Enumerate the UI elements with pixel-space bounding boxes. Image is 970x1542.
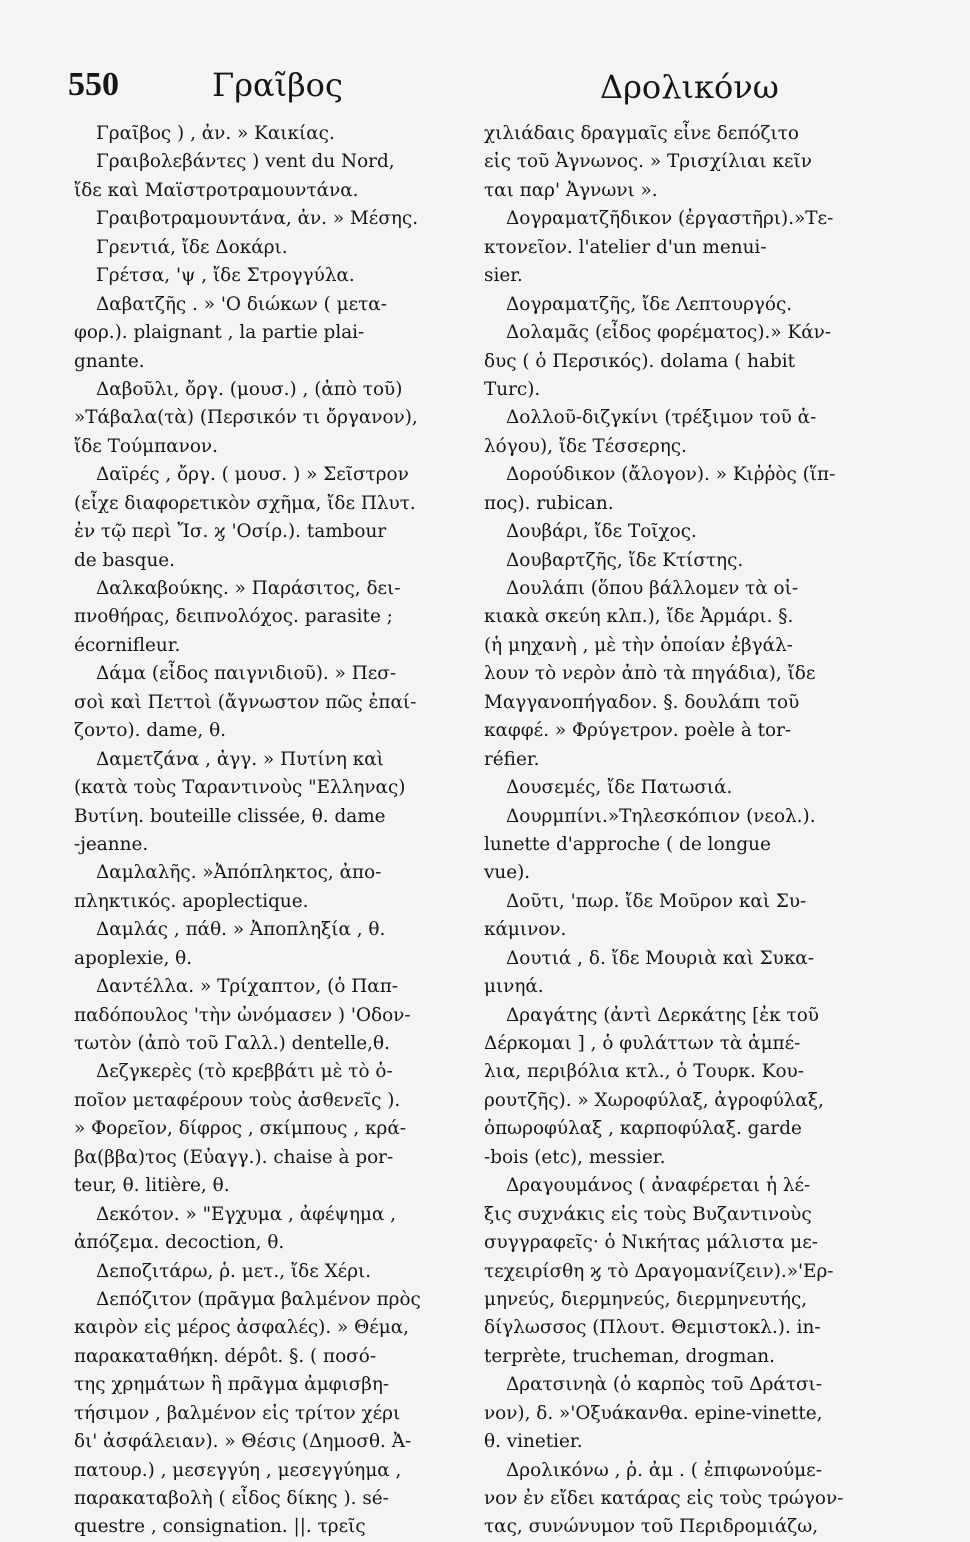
text-line: βα(ββα)τος (Εὐαγγ.). chaise à por- xyxy=(74,1146,394,1168)
text-line: παρακαταθήκη. dépôt. §. ( ποσό- xyxy=(74,1345,377,1367)
text-line: πνοθήρας, δειπνολόχος. parasite ; xyxy=(74,606,393,628)
text-line: Γραῖβος ) , ἀν. » Καικίας. xyxy=(96,123,335,144)
text-line: παδόπουλος 'τὴν ὠνόμασεν ) 'Οδον- xyxy=(74,1004,411,1026)
text-line: σοὶ καὶ Πεττοὶ (ἄγνωστον πῶς ἐπαί- xyxy=(74,691,417,713)
left-guide-word: Γραῖβος xyxy=(212,66,343,104)
text-line: ἀπόζεμα. decoction, θ. xyxy=(74,1232,285,1254)
text-line: δι' ἀσφάλειαν). » Θέσις (Δημοσθ. Ἀ- xyxy=(74,1431,412,1453)
text-line: κάμινον. xyxy=(484,919,567,941)
text-line: ὀπωροφύλαξ , καρποφύλαξ. garde xyxy=(484,1118,802,1140)
text-line: »Τάβαλα(τὰ) (Περσικόν τι ὄργανον), xyxy=(74,407,418,429)
text-line: Δολλοῦ-διζγκίνι (τρέξιμον τοῦ ἀ- xyxy=(506,407,817,429)
text-line: Γραιβοτραμουντάνα, ἀν. » Μέσης. xyxy=(96,208,419,230)
text-line: -bois (etc), messier. xyxy=(484,1146,666,1168)
text-line: τας, συνώνυμον τοῦ Περιδρομιάζω, xyxy=(484,1516,819,1538)
text-line: ται παρ' Ἀγνωνι ». xyxy=(484,179,658,201)
text-line: καιρὸν εἰς μέρος ἀσφαλές). » Θέμα, xyxy=(74,1317,409,1339)
text-line: Δορούδικον (ἄλογον). » Κιῤῥὸς (ἵπ- xyxy=(506,464,836,486)
text-line: συγγραφεῖς· ὁ Νικήτας μάλιστα με- xyxy=(484,1232,818,1254)
text-line: Δέρκομαι ] , ὁ φυλάττων τὰ ἀμπέ- xyxy=(484,1033,801,1054)
text-line: Γραιβολεβάντες ) vent du Nord, xyxy=(96,151,395,173)
text-line: Δαμετζάνα , ἀγγ. » Πυτίνη καὶ xyxy=(96,748,384,770)
text-line: φορ.). plaignant , la partie plai- xyxy=(74,322,365,344)
text-line: μινηά. xyxy=(484,976,544,998)
text-line: πος). rubican. xyxy=(484,492,614,514)
text-line: τωτὸν (ἀπὸ τοῦ Γαλλ.) dentelle,θ. xyxy=(74,1033,390,1054)
text-line: Βυτίνη. bouteille clissée, θ. dame xyxy=(74,805,386,827)
text-line: Δεζγκερὲς (τὸ κρεββάτι μὲ τὸ ὁ- xyxy=(96,1061,393,1083)
text-line: ἴδε Τούμπανον. xyxy=(74,435,218,457)
text-line: τεχειρίσθη ϗ τὸ Δραγομανίζειν).»'Ερ- xyxy=(484,1260,834,1282)
right-guide-word: Δρολικόνω xyxy=(600,68,779,106)
text-line: Δαβοῦλι, ὄργ. (μουσ.) , (ἀπὸ τοῦ) xyxy=(96,378,403,400)
text-line: teur, θ. litière, θ. xyxy=(74,1175,230,1197)
text-line: de basque. xyxy=(74,549,176,571)
text-line: νον ἐν εἴδει κατάρας εἰς τοὺς τρώγον- xyxy=(484,1488,844,1509)
text-line: réfier. xyxy=(484,748,540,770)
text-line: Δεκότον. » "Εγχυμα , ἀφέψημα , xyxy=(96,1203,397,1225)
text-line: Δρολικόνω , ῥ. ἀμ . ( ἐπιφωνούμε- xyxy=(506,1459,822,1481)
text-line: της χρημάτων ἢ πρᾶγμα ἀμφισβη- xyxy=(74,1374,390,1396)
text-line: Δουτιά , δ. ἴδε Μουριὰ καὶ Συκα- xyxy=(506,947,814,969)
text-line: ζοντο). dame, θ. xyxy=(74,720,227,742)
text-line: λουν τὸ νερὸν ἀπὸ τὰ πηγάδια), ἴδε xyxy=(484,663,816,685)
text-line: παρακαταβολὴ ( εἶδος δίκης ). sé- xyxy=(74,1488,389,1509)
text-line: Δουσεμές, ἴδε Πατωσιά. xyxy=(506,777,733,799)
text-line: ἴδε καὶ Μαϊστροτραμουντάνα. xyxy=(74,179,359,201)
text-line: Δουρμπίνι.»Τηλεσκόπιον (νεολ.). xyxy=(506,805,816,827)
text-line: gnante. xyxy=(74,350,145,372)
text-line: θ. vinetier. xyxy=(484,1431,583,1453)
left-column xyxy=(74,120,462,1542)
text-line: Γρέτσα, 'ψ , ἴδε Στρογγύλα. xyxy=(96,265,355,287)
text-line: Δάμα (εἶδος παιγνιδιοῦ). » Πεσ- xyxy=(96,663,397,685)
text-line: κιακὰ σκεύη κλπ.), ἴδε Ἀρμάρι. §. xyxy=(484,606,794,628)
text-line: ἐν τῷ περὶ Ἴσ. ϗ 'Οσίρ.). tambour xyxy=(74,521,387,543)
text-line: Δαλκαβούκης. » Παράσιτος, δει- xyxy=(96,578,401,599)
text-line: apoplexie, θ. xyxy=(74,947,193,969)
text-line: (κατὰ τοὺς Ταραντινοὺς "Ελληνας) xyxy=(74,777,406,799)
text-line: δυς ( ὁ Περσικός). dolama ( habit xyxy=(484,350,796,372)
text-line: χιλιάδαις δραγμαῖς εἶνε δεπόζιτο xyxy=(484,123,799,144)
text-line: πληκτικός. apoplectique. xyxy=(74,890,309,912)
text-line: Δαβατζῆς . » 'Ο διώκων ( μετα- xyxy=(96,293,387,315)
text-line: vue). xyxy=(484,862,531,884)
text-line: questre , consignation. ||. τρεῖς xyxy=(74,1516,366,1538)
text-line: ξις συχνάκις εἰς τοὺς Βυζαντινοὺς xyxy=(484,1203,812,1225)
text-line: εἰς τοῦ Ἀγνωνος. » Τρισχίλιαι κεῖν xyxy=(484,151,812,173)
text-line: » Φορεῖον, δίφρος , σκίμπους , κρά- xyxy=(74,1118,406,1140)
text-line: Δοῦτι, 'πωρ. ἴδε Μοῦρον καὶ Συ- xyxy=(506,890,807,912)
text-line: ποῖον μεταφέρουν τοὺς ἀσθενεῖς ). xyxy=(74,1089,401,1111)
text-line: ρουτζῆς). » Χωροφύλαξ, ἀγροφύλαξ, xyxy=(484,1089,824,1111)
text-line: πατουρ.) , μεσεγγύη , μεσεγγύημα , xyxy=(74,1459,402,1481)
text-line: Δουλάπι (ὅπου βάλλομεν τὰ οἰ- xyxy=(506,578,799,599)
text-line: Δογραματζῆδικον (ἐργαστῆρι).»Τε- xyxy=(506,208,834,230)
text-line: -jeanne. xyxy=(74,833,149,855)
right-column xyxy=(484,120,894,1542)
text-line: Δαντέλλα. » Τρίχαπτον, (ὁ Παπ- xyxy=(96,976,399,998)
text-line: μηνεύς, διερμηνεύς, διερμηνευτής, xyxy=(484,1288,808,1310)
page-number: 550 xyxy=(68,66,119,103)
text-line: Δαϊρές , ὄργ. ( μουσ. ) » Σεῖστρον xyxy=(96,464,409,486)
text-line: lunette d'approche ( de longue xyxy=(484,833,771,855)
text-line: écornifleur. xyxy=(74,634,181,656)
text-line: Δαμλαλῆς. »Ἀπόπληκτος, ἀπο- xyxy=(96,862,382,884)
text-line: Δαμλάς , πάθ. » Ἀποπληξία , θ. xyxy=(96,919,386,941)
text-line: κτονεῖον. l'atelier d'un menui- xyxy=(484,236,767,258)
text-line: Δεπόζιτον (πρᾶγμα βαλμένον πρὸς xyxy=(96,1288,421,1310)
text-line: Δολαμᾶς (εἶδος φορέματος).» Κάν- xyxy=(506,322,832,344)
text-line: terprète, trucheman, drogman. xyxy=(484,1345,775,1367)
text-line: Δραγάτης (ἀντὶ Δερκάτης [ἐκ τοῦ xyxy=(506,1004,819,1026)
running-head xyxy=(0,66,970,114)
text-line: λια, περιβόλια κτλ., ὁ Τουρκ. Κου- xyxy=(484,1061,804,1083)
text-line: Δραγουμάνος ( ἀναφέρεται ἡ λέ- xyxy=(506,1175,811,1197)
text-line: Γρεντιά, ἴδε Δοκάρι. xyxy=(96,236,288,258)
text-line: καφφέ. » Φρύγετρον. poèle à tor- xyxy=(484,720,792,742)
text-line: Μαγγανοπήγαδον. §. δουλάπι τοῦ xyxy=(484,691,800,713)
text-line: Turc). xyxy=(484,378,541,400)
text-line: νον), δ. »'Οξυάκανθα. epine-vinette, xyxy=(484,1402,823,1424)
text-line: Δουβάρι, ἴδε Τοῖχος. xyxy=(506,521,697,543)
text-line: Δουβαρτζῆς, ἴδε Κτίστης. xyxy=(506,549,744,571)
text-line: λόγου), ἴδε Τέσσερης. xyxy=(484,435,687,457)
text-line: δίγλωσσος (Πλουτ. Θεμιστοκλ.). in- xyxy=(484,1317,821,1339)
text-line: Δεποζιτάρω, ῥ. μετ., ἴδε Χέρι. xyxy=(96,1260,372,1282)
text-line: Δρατσινηὰ (ὁ καρπὸς τοῦ Δράτσι- xyxy=(506,1374,822,1396)
text-line: Δογραματζῆς, ἴδε Λεπτουργός. xyxy=(506,293,793,315)
text-line: (εἶχε διαφορετικὸν σχῆμα, ἴδε Πλυτ. xyxy=(74,492,416,514)
text-line: sier. xyxy=(484,265,523,287)
text-line: τήσιμον , βαλμένον εἰς τρίτον χέρι xyxy=(74,1402,401,1424)
text-line: (ἡ μηχανὴ , μὲ τὴν ὁποίαν ἐβγάλ- xyxy=(484,634,793,656)
